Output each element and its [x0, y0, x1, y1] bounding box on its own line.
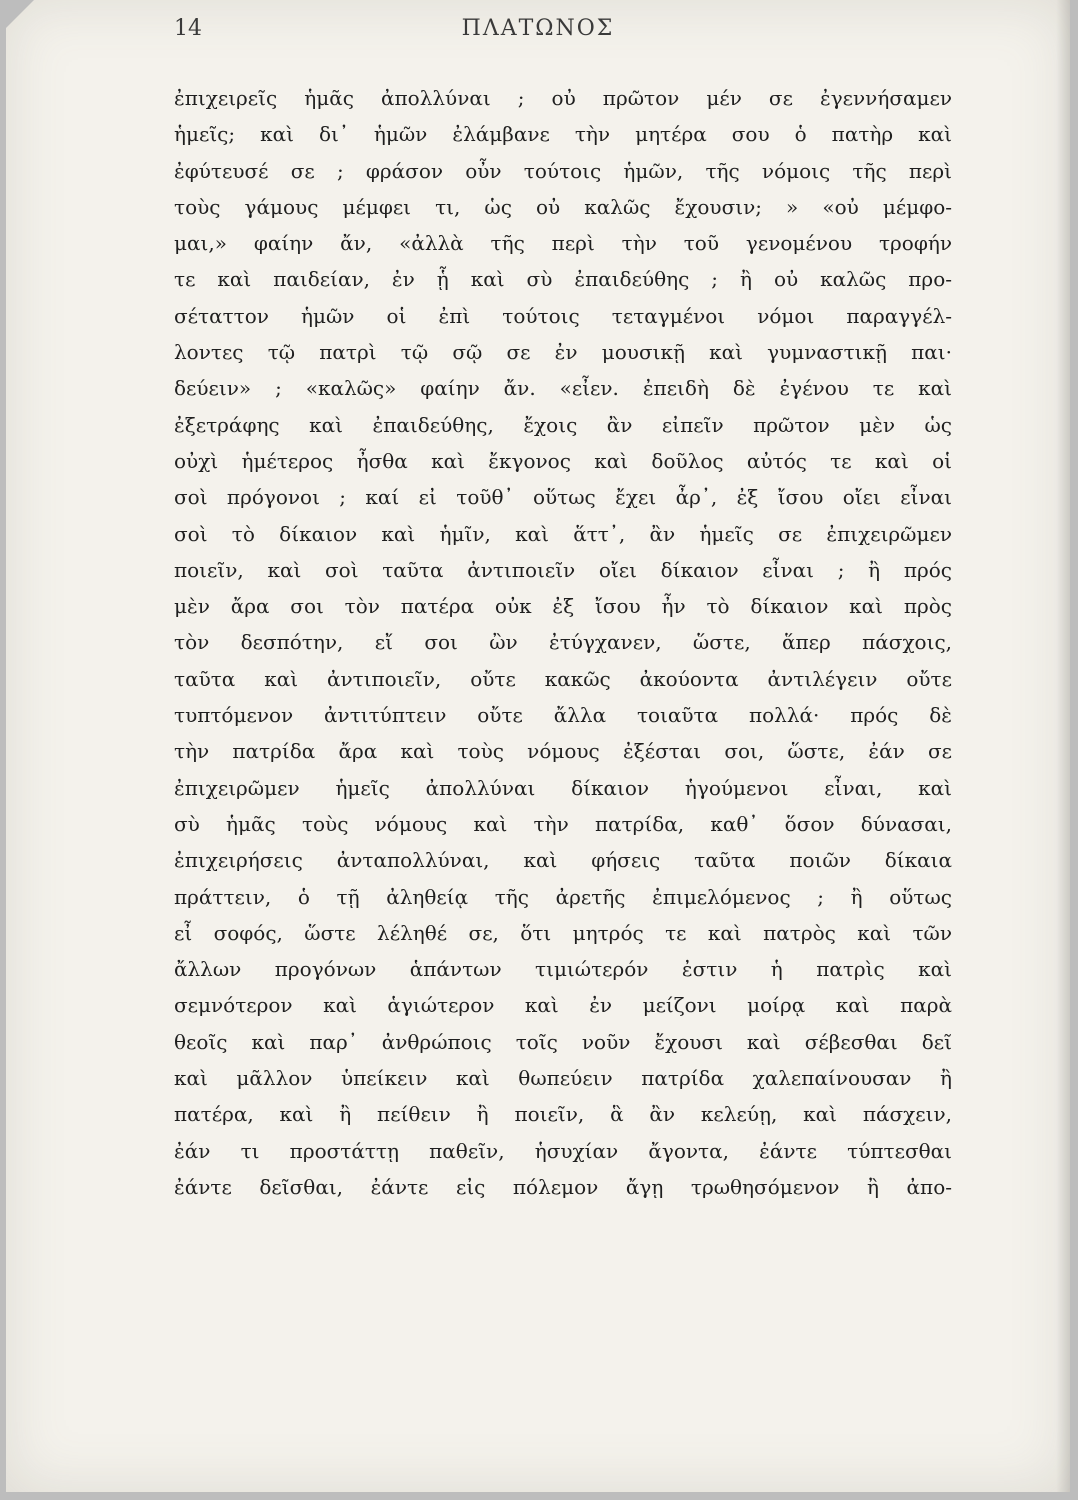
text-line: ἐάντε δεῖσθαι, ἐάντε εἰς πόλεμον ἄγῃ τρωθησόμενον ἢ ἀπο- — [174, 1174, 952, 1199]
book-page — [6, 0, 1070, 1492]
text-line: τοὺς γάμους μέμφει τι, ὡς οὐ καλῶς ἔχουσιν; » «οὐ μέμφο- — [174, 194, 952, 219]
text-line: μαι,» φαίην ἄν, «ἀλλὰ τῆς περὶ τὴν τοῦ γενομένου τροφήν — [174, 231, 952, 256]
text-line: ἐξετράφης καὶ ἐπαιδεύθης, ἔχοις ἂν εἰπεῖν πρῶτον μὲν ὡς — [174, 412, 952, 437]
text-line: σοὶ τὸ δίκαιον καὶ ἡμῖν, καὶ ἅττ᾿, ἂν ἡμεῖς σε ἐπιχειρῶμεν — [174, 521, 952, 546]
text-line: τὸν δεσπότην, εἴ σοι ὢν ἐτύγχανεν, ὥστε, ἅπερ πάσχοις, — [174, 630, 952, 655]
text-line: τυπτόμενον ἀντιτύπτειν οὔτε ἄλλα τοιαῦτα πολλά· πρός δὲ — [174, 703, 952, 728]
text-line: καὶ μᾶλλον ὑπείκειν καὶ θωπεύειν πατρίδα χαλεπαίνουσαν ἢ — [174, 1066, 952, 1091]
text-line: θεοῖς καὶ παρ᾿ ἀνθρώποις τοῖς νοῦν ἔχουσι καὶ σέβεσθαι δεῖ — [174, 1029, 952, 1054]
running-head: ΠΛΑΤΩΝΟΣ — [461, 16, 615, 41]
text-line: πράττειν, ὁ τῇ ἀληθείᾳ τῆς ἀρετῆς ἐπιμελόμενος ; ἢ οὕτως — [174, 884, 952, 909]
text-line: σὺ ἡμᾶς τοὺς νόμους καὶ τὴν πατρίδα, καθ᾿ ὅσον δύνασαι, — [174, 811, 952, 836]
text-line: πατέρα, καὶ ἢ πείθειν ἢ ποιεῖν, ἃ ἂν κελεύῃ, καὶ πάσχειν, — [174, 1102, 952, 1127]
text-line: ἐπιχειρήσεις ἀνταπολλύναι, καὶ φήσεις ταῦτα ποιῶν δίκαια — [174, 848, 952, 873]
text-line: τε καὶ παιδείαν, ἐν ᾗ καὶ σὺ ἐπαιδεύθης ; ἢ οὐ καλῶς προ- — [174, 267, 952, 292]
page-number: 14 — [174, 16, 202, 41]
text-line: τὴν πατρίδα ἄρα καὶ τοὺς νόμους ἐξέσται σοι, ὥστε, ἐάν σε — [174, 739, 952, 764]
text-line: λοντες τῷ πατρὶ τῷ σῷ σε ἐν μουσικῇ καὶ γυμναστικῇ παι· — [174, 340, 952, 365]
text-line: σεμνότερον καὶ ἁγιώτερον καὶ ἐν μείζονι μοίρᾳ καὶ παρὰ — [174, 993, 952, 1018]
text-line: ταῦτα καὶ ἀντιποιεῖν, οὔτε κακῶς ἀκούοντα ἀντιλέγειν οὔτε — [174, 666, 952, 691]
text-line: ἡμεῖς; καὶ δι᾿ ἡμῶν ἐλάμβανε τὴν μητέρα σου ὁ πατὴρ καὶ — [174, 122, 952, 147]
text-line: ἄλλων προγόνων ἁπάντων τιμιώτερόν ἐστιν ἡ πατρὶς καὶ — [174, 957, 952, 982]
text-line: ἐάν τι προστάττῃ παθεῖν, ἡσυχίαν ἄγοντα, ἐάντε τύπτεσθαι — [174, 1138, 952, 1163]
text-line: ποιεῖν, καὶ σοὶ ταῦτα ἀντιποιεῖν οἴει δίκαιον εἶναι ; ἢ πρός — [174, 557, 952, 582]
text-line: δεύειν» ; «καλῶς» φαίην ἄν. «εἶεν. ἐπειδὴ δὲ ἐγένου τε καὶ — [174, 376, 952, 401]
body-text — [174, 80, 952, 1205]
text-line: ἐφύτευσέ σε ; φράσον οὖν τούτοις ἡμῶν, τῆς νόμοις τῆς περὶ — [174, 158, 952, 183]
text-line: οὐχὶ ἡμέτερος ἦσθα καὶ ἔκγονος καὶ δοῦλος αὐτός τε καὶ οἱ — [174, 448, 952, 473]
text-line: εἶ σοφός, ὥστε λέληθέ σε, ὅτι μητρός τε καὶ πατρὸς καὶ τῶν — [174, 920, 952, 945]
text-line: ἐπιχειρεῖς ἡμᾶς ἀπολλύναι ; οὐ πρῶτον μέν σε ἐγεννήσαμεν — [174, 86, 952, 110]
page-edge-shadow — [1056, 0, 1070, 1492]
text-line: μὲν ἄρα σοι τὸν πατέρα οὐκ ἐξ ἴσου ἦν τὸ δίκαιον καὶ πρὸς — [174, 594, 952, 619]
text-line: σέταττον ἡμῶν οἱ ἐπὶ τούτοις τεταγμένοι νόμοι παραγγέλ- — [174, 303, 952, 328]
text-line: σοὶ πρόγονοι ; καί εἰ τοῦθ᾿ οὕτως ἔχει ἆρ᾿, ἐξ ἴσου οἴει εἶναι — [174, 485, 952, 510]
text-line: ἐπιχειρῶμεν ἡμεῖς ἀπολλύναι δίκαιον ἡγούμενοι εἶναι, καὶ — [174, 775, 952, 800]
